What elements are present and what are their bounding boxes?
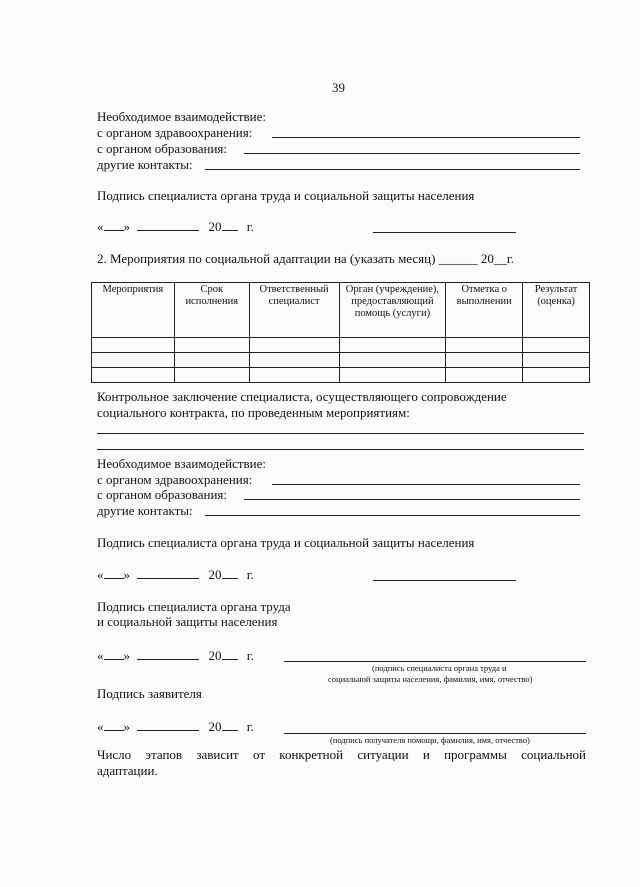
year-prefix: 20 bbox=[208, 648, 222, 663]
quote-close: » bbox=[123, 719, 130, 734]
specialist-signature-label-3b: и социальной защиты населения bbox=[97, 614, 278, 629]
signature-field-2[interactable] bbox=[373, 580, 516, 581]
conclusion-line-1: Контрольное заключение специалиста, осуществляющего сопровождение bbox=[97, 389, 507, 404]
year-prefix: 20 bbox=[208, 219, 222, 234]
col-activities: Мероприятия bbox=[92, 283, 175, 338]
date-line-4 bbox=[97, 719, 254, 734]
table-cell[interactable] bbox=[523, 338, 590, 353]
table-row bbox=[92, 368, 590, 383]
table-cell[interactable] bbox=[174, 338, 249, 353]
table-cell[interactable] bbox=[339, 338, 446, 353]
col-deadline: Срок исполнения bbox=[174, 283, 249, 338]
day-field[interactable] bbox=[104, 567, 124, 579]
table-cell[interactable] bbox=[523, 353, 590, 368]
year-prefix: 20 bbox=[208, 719, 222, 734]
health-authority-label-2: с органом здравоохранения: bbox=[97, 472, 253, 487]
table-cell[interactable] bbox=[92, 338, 175, 353]
year-field[interactable] bbox=[222, 219, 238, 231]
specialist-signature-label-3a: Подпись специалиста органа труда bbox=[97, 599, 291, 614]
page-number: 39 bbox=[332, 80, 345, 95]
signature-field[interactable] bbox=[373, 232, 516, 233]
year-field[interactable] bbox=[222, 719, 238, 731]
applicant-signature-field[interactable] bbox=[284, 733, 586, 734]
year-suffix: г. bbox=[246, 719, 254, 734]
other-contacts-field-2[interactable] bbox=[205, 515, 580, 516]
table-row bbox=[92, 353, 590, 368]
day-field[interactable] bbox=[104, 719, 124, 731]
month-field[interactable] bbox=[137, 719, 199, 731]
signature-caption-3a: (подпись специалиста органа труда и bbox=[372, 663, 507, 673]
quote-open: « bbox=[97, 648, 104, 663]
table-row bbox=[92, 338, 590, 353]
col-result: Результат (оценка) bbox=[523, 283, 590, 338]
table-cell[interactable] bbox=[339, 368, 446, 383]
quote-close: » bbox=[123, 567, 130, 582]
table-cell[interactable] bbox=[174, 368, 249, 383]
applicant-signature-label: Подпись заявителя bbox=[97, 686, 202, 701]
health-authority-field-2[interactable] bbox=[272, 484, 580, 485]
year-field[interactable] bbox=[222, 567, 238, 579]
year-suffix: г. bbox=[246, 219, 254, 234]
table-cell[interactable] bbox=[249, 368, 339, 383]
date-line-2 bbox=[97, 567, 254, 582]
education-authority-field[interactable] bbox=[244, 153, 580, 154]
col-authority: Орган (учреждение), предоставляющий помощь (услуги) bbox=[339, 283, 446, 338]
signature-caption-3b: социальной защиты населения, фамилия, имя, отчество) bbox=[328, 674, 533, 684]
table-cell[interactable] bbox=[523, 368, 590, 383]
quote-close: » bbox=[123, 219, 130, 234]
quote-open: « bbox=[97, 719, 104, 734]
conclusion-line-2: социального контракта, по проведенным мероприятиям: bbox=[97, 405, 410, 420]
quote-open: « bbox=[97, 567, 104, 582]
col-completion: Отметка о выполнении bbox=[446, 283, 523, 338]
other-contacts-label-2: другие контакты: bbox=[97, 503, 193, 518]
table-cell[interactable] bbox=[446, 368, 523, 383]
quote-open: « bbox=[97, 219, 104, 234]
month-field[interactable] bbox=[137, 567, 199, 579]
table-cell[interactable] bbox=[249, 353, 339, 368]
interaction-heading-2: Необходимое взаимодействие: bbox=[97, 456, 267, 471]
table-cell[interactable] bbox=[249, 338, 339, 353]
health-authority-label: с органом здравоохранения: bbox=[97, 125, 253, 140]
date-line bbox=[97, 219, 254, 234]
other-contacts-label: другие контакты: bbox=[97, 157, 193, 172]
specialist-signature-label-2: Подпись специалиста органа труда и социальной защиты населения bbox=[97, 535, 475, 550]
footer-note-line-1: Число этапов зависит от конкретной ситуации и программы социальной bbox=[97, 747, 586, 762]
table-header-row bbox=[92, 283, 590, 338]
other-contacts-field[interactable] bbox=[205, 169, 580, 170]
day-field[interactable] bbox=[104, 219, 124, 231]
specialist-signature-label: Подпись специалиста органа труда и социальной защиты населения bbox=[97, 188, 475, 203]
table-cell[interactable] bbox=[174, 353, 249, 368]
year-field[interactable] bbox=[222, 648, 238, 660]
footer-note-line-2: адаптации. bbox=[97, 763, 158, 778]
table-cell[interactable] bbox=[446, 353, 523, 368]
education-authority-field-2[interactable] bbox=[244, 499, 580, 500]
month-field[interactable] bbox=[137, 648, 199, 660]
month-field[interactable] bbox=[137, 219, 199, 231]
date-line-3 bbox=[97, 648, 254, 663]
table-cell[interactable] bbox=[92, 368, 175, 383]
day-field[interactable] bbox=[104, 648, 124, 660]
conclusion-field-2[interactable] bbox=[97, 449, 584, 450]
year-suffix: г. bbox=[246, 567, 254, 582]
interaction-heading: Необходимое взаимодействие: bbox=[97, 109, 267, 124]
health-authority-field[interactable] bbox=[272, 137, 580, 138]
section-2-title: 2. Мероприятия по социальной адаптации на (указать месяц) ______ 20__г. bbox=[97, 251, 515, 266]
quote-close: » bbox=[123, 648, 130, 663]
signature-field-3[interactable] bbox=[284, 661, 586, 662]
year-suffix: г. bbox=[246, 648, 254, 663]
table-cell[interactable] bbox=[446, 338, 523, 353]
activities-table bbox=[91, 282, 590, 383]
year-prefix: 20 bbox=[208, 567, 222, 582]
education-authority-label-2: с органом образования: bbox=[97, 487, 227, 502]
conclusion-field-1[interactable] bbox=[97, 433, 584, 434]
col-responsible: Ответственный специалист bbox=[249, 283, 339, 338]
table-cell[interactable] bbox=[92, 353, 175, 368]
applicant-caption: (подпись получателя помощи, фамилия, имя, отчество) bbox=[330, 735, 530, 745]
table-cell[interactable] bbox=[339, 353, 446, 368]
education-authority-label: с органом образования: bbox=[97, 141, 227, 156]
